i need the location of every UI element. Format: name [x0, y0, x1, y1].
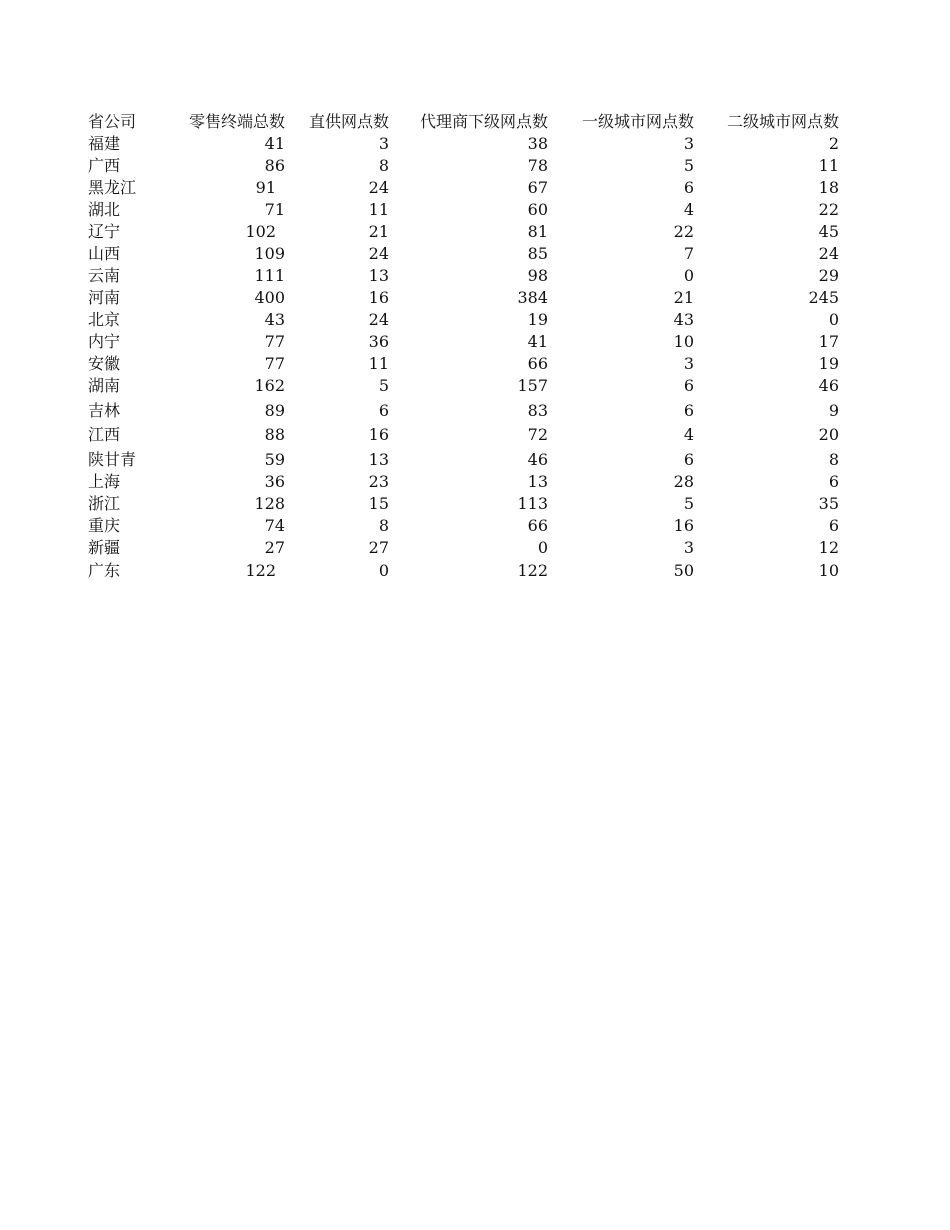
tier1-outlets-cell: 4 — [683, 200, 694, 219]
province-cell: 湖南 — [88, 376, 121, 395]
agent-outlets-cell: 98 — [527, 266, 548, 285]
agent-outlets-cell: 157 — [517, 376, 548, 395]
tier2-outlets-cell: 19 — [818, 354, 839, 373]
table-row — [0, 424, 950, 446]
province-cell: 北京 — [88, 310, 121, 329]
table-row — [0, 133, 950, 155]
tier1-outlets-cell: 3 — [683, 538, 694, 557]
agent-outlets-cell: 46 — [527, 450, 548, 469]
province-cell: 重庆 — [88, 516, 121, 535]
province-cell: 黑龙江 — [88, 178, 137, 197]
tier2-outlets-cell: 29 — [818, 266, 839, 285]
agent-outlets-cell: 66 — [527, 354, 548, 373]
retail-terminals-cell: 109 — [254, 244, 285, 263]
table-row — [0, 537, 950, 559]
province-cell: 陕甘青 — [88, 450, 137, 469]
tier1-outlets-cell: 5 — [683, 156, 694, 175]
agent-outlets-cell: 67 — [527, 178, 548, 197]
province-cell: 辽宁 — [88, 222, 121, 241]
tier1-outlets-cell: 6 — [683, 376, 694, 395]
direct-outlets-cell: 8 — [378, 516, 389, 535]
agent-outlets-cell: 122 — [517, 561, 548, 580]
retail-terminals-cell: 400 — [254, 288, 285, 307]
header-direct-outlets: 直供网点数 — [308, 112, 389, 131]
tier1-outlets-cell: 22 — [673, 222, 694, 241]
table-row — [0, 471, 950, 493]
agent-outlets-cell: 60 — [527, 200, 548, 219]
tier2-outlets-cell: 35 — [818, 494, 839, 513]
tier1-outlets-cell: 28 — [673, 472, 694, 491]
table-row — [0, 265, 950, 287]
direct-outlets-cell: 6 — [378, 401, 389, 420]
retail-terminals-cell: 128 — [254, 494, 285, 513]
tier1-outlets-cell: 6 — [683, 401, 694, 420]
header-agent-outlets: 代理商下级网点数 — [419, 112, 548, 131]
agent-outlets-cell: 41 — [527, 332, 548, 351]
tier1-outlets-cell: 3 — [683, 134, 694, 153]
table-row — [0, 493, 950, 515]
tier2-outlets-cell: 6 — [828, 472, 839, 491]
agent-outlets-cell: 38 — [527, 134, 548, 153]
tier1-outlets-cell: 43 — [673, 310, 694, 329]
retail-terminals-cell: 59 — [264, 450, 285, 469]
tier2-outlets-cell: 2 — [828, 134, 839, 153]
retail-terminals-cell: 41 — [264, 134, 285, 153]
retail-terminals-cell: 111 — [254, 266, 285, 285]
agent-outlets-cell: 81 — [527, 222, 548, 241]
direct-outlets-cell: 11 — [368, 354, 389, 373]
direct-outlets-cell: 24 — [368, 178, 389, 197]
agent-outlets-cell: 13 — [527, 472, 548, 491]
table-row — [0, 155, 950, 177]
direct-outlets-cell: 16 — [368, 288, 389, 307]
header-province: 省公司 — [88, 112, 137, 131]
table-row — [0, 287, 950, 309]
tier2-outlets-cell: 22 — [818, 200, 839, 219]
tier2-outlets-cell: 9 — [828, 401, 839, 420]
retail-terminals-cell: 71 — [264, 200, 285, 219]
province-cell: 内宁 — [88, 332, 121, 351]
table-row — [0, 353, 950, 375]
province-cell: 福建 — [88, 134, 121, 153]
province-cell: 广西 — [88, 156, 121, 175]
header-row — [0, 111, 950, 133]
agent-outlets-cell: 19 — [527, 310, 548, 329]
table-row — [0, 375, 950, 397]
direct-outlets-cell: 5 — [378, 376, 389, 395]
province-cell: 云南 — [88, 266, 121, 285]
province-cell: 浙江 — [88, 494, 121, 513]
tier1-outlets-cell: 6 — [683, 450, 694, 469]
direct-outlets-cell: 36 — [368, 332, 389, 351]
province-cell: 江西 — [88, 425, 121, 444]
tier1-outlets-cell: 6 — [683, 178, 694, 197]
direct-outlets-cell: 0 — [378, 561, 389, 580]
tier2-outlets-cell: 17 — [818, 332, 839, 351]
direct-outlets-cell: 16 — [368, 425, 389, 444]
direct-outlets-cell: 24 — [368, 244, 389, 263]
direct-outlets-cell: 8 — [378, 156, 389, 175]
agent-outlets-cell: 72 — [527, 425, 548, 444]
tier1-outlets-cell: 21 — [673, 288, 694, 307]
tier2-outlets-cell: 0 — [828, 310, 839, 329]
direct-outlets-cell: 21 — [368, 222, 389, 241]
direct-outlets-cell: 15 — [368, 494, 389, 513]
agent-outlets-cell: 0 — [537, 538, 548, 557]
retail-terminals-cell: 86 — [264, 156, 285, 175]
province-cell: 河南 — [88, 288, 121, 307]
table-row — [0, 221, 950, 243]
table-row — [0, 515, 950, 537]
retail-terminals-cell: 74 — [264, 516, 285, 535]
table-row — [0, 560, 950, 582]
table-row — [0, 243, 950, 265]
tier2-outlets-cell: 20 — [818, 425, 839, 444]
agent-outlets-cell: 66 — [527, 516, 548, 535]
tier1-outlets-cell: 4 — [683, 425, 694, 444]
direct-outlets-cell: 13 — [368, 450, 389, 469]
table-row — [0, 449, 950, 471]
direct-outlets-cell: 3 — [378, 134, 389, 153]
tier2-outlets-cell: 24 — [818, 244, 839, 263]
tier2-outlets-cell: 18 — [818, 178, 839, 197]
tier2-outlets-cell: 245 — [808, 288, 839, 307]
tier2-outlets-cell: 45 — [818, 222, 839, 241]
table-row — [0, 177, 950, 199]
retail-terminals-cell: 43 — [264, 310, 285, 329]
retail-terminals-cell: 102 — [245, 222, 276, 241]
agent-outlets-cell: 113 — [517, 494, 548, 513]
tier1-outlets-cell: 3 — [683, 354, 694, 373]
header-tier1-outlets: 一级城市网点数 — [581, 112, 694, 131]
province-cell: 广东 — [88, 561, 121, 580]
tier1-outlets-cell: 10 — [673, 332, 694, 351]
table-row — [0, 400, 950, 422]
tier2-outlets-cell: 12 — [818, 538, 839, 557]
province-cell: 上海 — [88, 472, 121, 491]
header-tier2-outlets: 二级城市网点数 — [726, 112, 839, 131]
province-cell: 湖北 — [88, 200, 121, 219]
tier1-outlets-cell: 5 — [683, 494, 694, 513]
table-row — [0, 199, 950, 221]
direct-outlets-cell: 24 — [368, 310, 389, 329]
agent-outlets-cell: 83 — [527, 401, 548, 420]
direct-outlets-cell: 13 — [368, 266, 389, 285]
tier2-outlets-cell: 10 — [818, 561, 839, 580]
retail-terminals-cell: 77 — [264, 332, 285, 351]
province-cell: 新疆 — [88, 538, 121, 557]
tier1-outlets-cell: 16 — [673, 516, 694, 535]
province-cell: 安徽 — [88, 354, 121, 373]
header-retail-terminals: 零售终端总数 — [188, 112, 285, 131]
direct-outlets-cell: 27 — [368, 538, 389, 557]
tier1-outlets-cell: 0 — [683, 266, 694, 285]
table-row — [0, 309, 950, 331]
tier2-outlets-cell: 8 — [828, 450, 839, 469]
tier2-outlets-cell: 11 — [818, 156, 839, 175]
retail-terminals-cell: 89 — [264, 401, 285, 420]
retail-terminals-cell: 27 — [264, 538, 285, 557]
agent-outlets-cell: 78 — [527, 156, 548, 175]
tier2-outlets-cell: 6 — [828, 516, 839, 535]
tier2-outlets-cell: 46 — [818, 376, 839, 395]
agent-outlets-cell: 384 — [517, 288, 548, 307]
agent-outlets-cell: 85 — [527, 244, 548, 263]
retail-terminals-cell: 122 — [245, 561, 276, 580]
table-row — [0, 331, 950, 353]
retail-terminals-cell: 162 — [254, 376, 285, 395]
direct-outlets-cell: 11 — [368, 200, 389, 219]
retail-terminals-cell: 36 — [264, 472, 285, 491]
tier1-outlets-cell: 50 — [673, 561, 694, 580]
retail-terminals-cell: 77 — [264, 354, 285, 373]
province-cell: 山西 — [88, 244, 121, 263]
province-cell: 吉林 — [88, 401, 121, 420]
retail-terminals-cell: 88 — [264, 425, 285, 444]
retail-terminals-cell: 91 — [255, 178, 276, 197]
tier1-outlets-cell: 7 — [683, 244, 694, 263]
direct-outlets-cell: 23 — [368, 472, 389, 491]
